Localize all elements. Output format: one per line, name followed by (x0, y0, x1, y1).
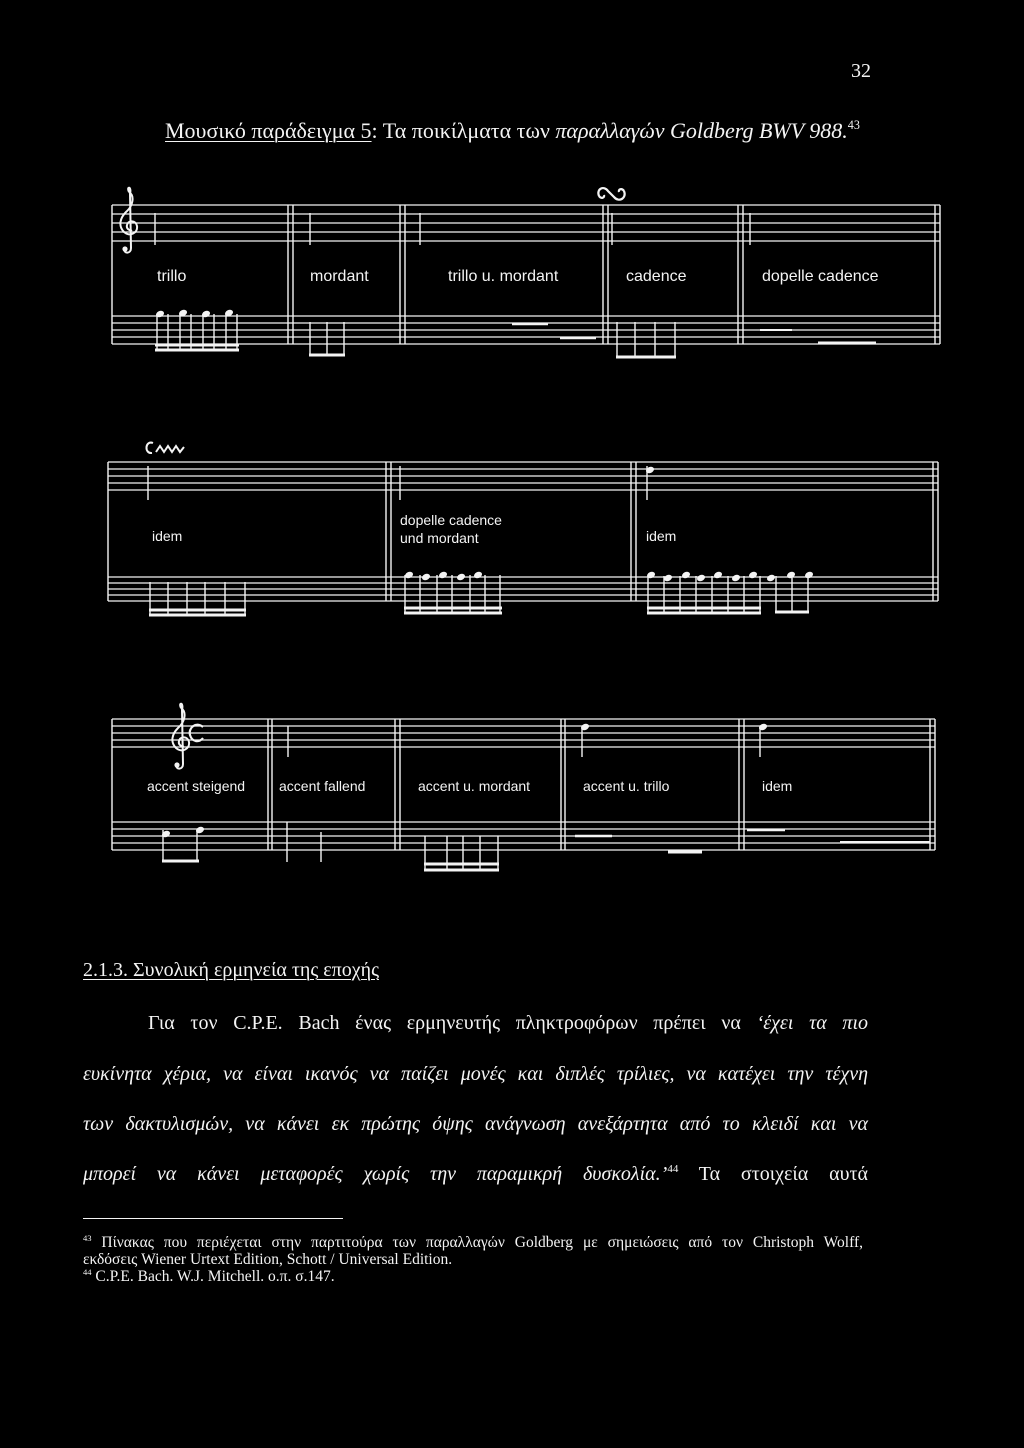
beam (647, 607, 761, 610)
notehead (766, 574, 776, 583)
label-accent-u-mordant: accent u. mordant (418, 778, 531, 794)
label-idem: idem (152, 528, 183, 544)
notehead (421, 573, 431, 582)
footnote-text: C.P.E. Bach. W.J. Mitchell. ο.π. σ.147. (95, 1268, 335, 1285)
ledger-mark (668, 851, 702, 854)
paragraph-line-1 (148, 1011, 868, 1035)
treble-clef-dot (122, 246, 127, 251)
turn-ornament-icon (598, 188, 624, 200)
caption-text-italic: παραλλαγών Goldberg BWV 988. (555, 118, 848, 143)
ledger-mark (560, 337, 596, 340)
label-accent-u-trillo: accent u. trillo (583, 778, 670, 794)
caption-label: Μουσικό παράδειγμα 5 (165, 118, 372, 143)
paragraph-line-2: ευκίνητα χέρια, να είναι ικανός να παίζει μονές και διπλές τρίλιες, να κατέχει την τέχνη (83, 1063, 868, 1085)
notehead (696, 574, 706, 583)
label-accent-steigend: accent steigend (147, 778, 246, 794)
label-dopelle-cadence: dopelle cadence (762, 268, 879, 285)
beam (309, 354, 345, 357)
notehead (748, 571, 758, 580)
treble-clef-stroke (172, 704, 189, 769)
ledger-mark (818, 342, 876, 345)
beam (149, 614, 246, 617)
footnote-43-continued: εκδόσεις Wiener Urtext Edition, Schott / Universal Edition. (83, 1251, 453, 1268)
label-dopelle-cadence: dopelle cadence (400, 512, 502, 528)
beam (424, 869, 499, 872)
beam (149, 609, 246, 612)
beam (424, 863, 499, 866)
label-cadence: cadence (626, 268, 687, 285)
ledger-mark (840, 841, 930, 843)
ledger-mark (575, 835, 612, 838)
label-accent-fallend: accent fallend (279, 778, 366, 794)
caption-separator: : (371, 118, 378, 143)
ledger-mark (760, 329, 792, 331)
notehead (473, 571, 483, 580)
caption-text: Τα ποικίλματα των (382, 118, 550, 143)
footnote-number: 43 (83, 1232, 92, 1243)
paragraph-footnote-ref: 44 (667, 1162, 679, 1175)
label-idem: idem (762, 778, 793, 794)
ledger-mark (512, 323, 548, 326)
notehead (456, 573, 466, 582)
beam (155, 344, 239, 347)
mordent-ornament-icon (146, 443, 184, 453)
notehead (731, 574, 741, 583)
paragraph-line-4 (83, 1162, 868, 1189)
beam (616, 356, 676, 359)
label-und-mordant: und mordant (400, 530, 479, 546)
paragraph-quote: μπορεί να κάνει μεταφορές χωρίς την παραμικρή δυσκολία.’ (83, 1163, 668, 1185)
beam (155, 349, 239, 352)
label-idem: idem (646, 528, 677, 544)
notehead (713, 571, 723, 580)
footnote-divider (83, 1218, 343, 1219)
paragraph-text: Για τον C.P.E. Bach ένας ερμηνευτής πληκτροφόρων πρέπει να (148, 1012, 741, 1034)
section-heading: 2.1.3. Συνολική ερμηνεία της εποχής (83, 959, 379, 981)
treble-clef-icon (172, 704, 189, 769)
beam (162, 860, 199, 863)
paragraph-text: Τα στοιχεία αυτά (698, 1163, 868, 1185)
treble-clef-stroke (120, 188, 137, 253)
label-trillo: trillo (157, 268, 187, 285)
notehead (786, 571, 796, 580)
beam (404, 607, 502, 610)
caption-footnote-ref: 43 (847, 117, 860, 132)
label-mordant: mordant (310, 268, 369, 285)
notehead (804, 571, 814, 580)
ledger-mark (747, 829, 785, 832)
paragraph-line-3: των δακτυλισμών, να κάνει εκ πρώτης όψης ανάγνωση ανεξάρτητα από το κλειδί και να (83, 1113, 868, 1135)
music-example-2 (108, 443, 938, 617)
treble-clef-dot (174, 762, 179, 767)
treble-clef-icon (120, 188, 137, 253)
footnote-number: 44 (83, 1266, 92, 1277)
footnote-text: Πίνακας που περιέχεται στην παρτιτούρα των παραλλαγών Goldberg με σημειώσεις από τον Christoph Wolff, (101, 1234, 864, 1251)
page-number: 32 (851, 60, 871, 82)
label-trillo-u-mordant: trillo u. mordant (448, 268, 559, 285)
paragraph-quote: ‘έχει τα πιο (756, 1012, 869, 1034)
notehead (438, 571, 448, 580)
footnote-44 (83, 1268, 335, 1287)
beam (775, 611, 809, 614)
beam (647, 612, 761, 615)
beam (404, 612, 502, 615)
notehead (681, 571, 691, 580)
